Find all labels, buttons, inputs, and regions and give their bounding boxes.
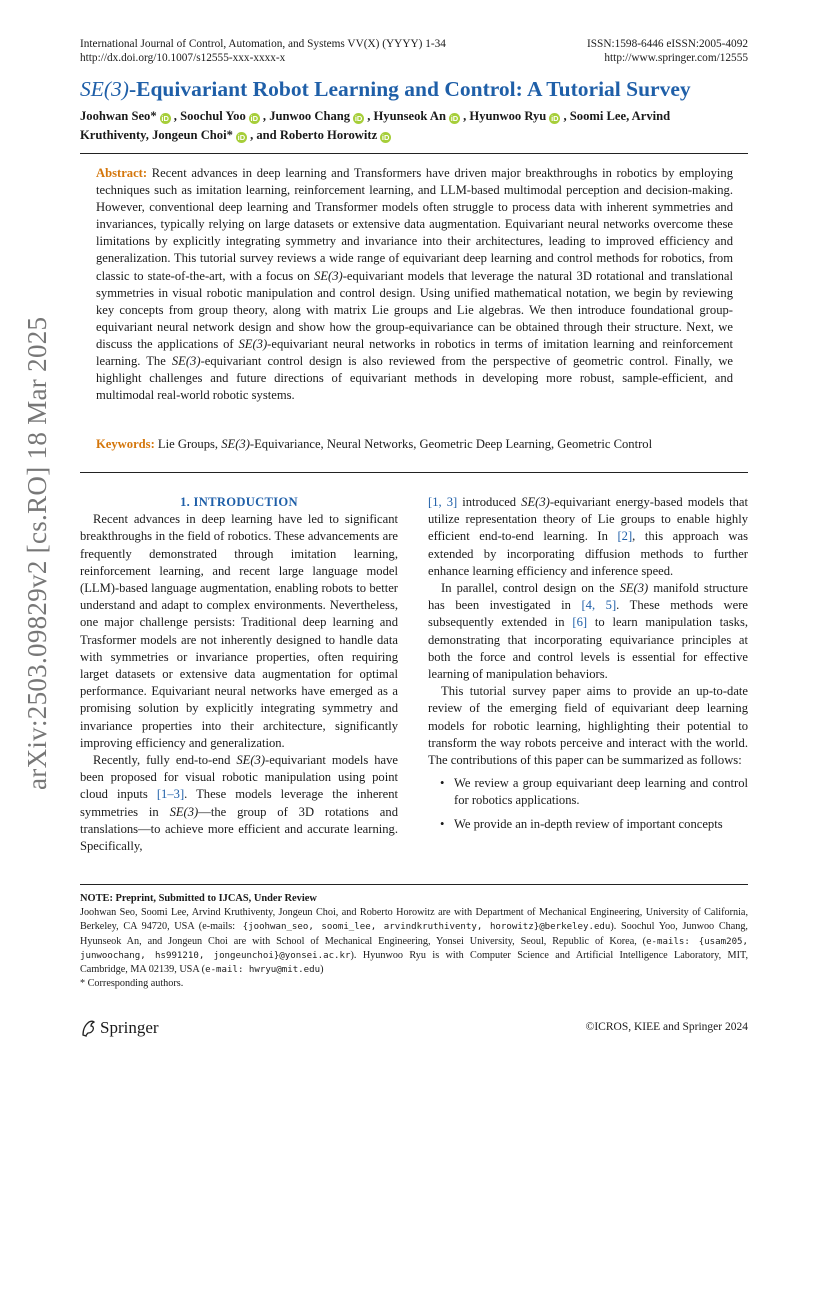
- keywords-label: Keywords:: [96, 437, 155, 451]
- abstract-label: Abstract:: [96, 166, 148, 180]
- publisher-name: Springer: [100, 1018, 159, 1037]
- email-list[interactable]: e-mails: {usam205, junwoochang, hs991210, jongeunchoi}@yonsei.ac.kr: [80, 936, 748, 961]
- paragraph: Recently, fully end-to-end SE(3)-equivariant models have been proposed for visual robotic manipulation using point cloud inputs [1–3]. These models leverage the inherent symmetries in SE(3)—the group of 3D rotations and translations—to achieve more efficient and accurate learning. Specifically,: [80, 753, 398, 854]
- author-name: Kruthiventy, Jongeun Choi*: [80, 128, 233, 142]
- email-list[interactable]: e-mail: hwryu@mit.edu: [205, 965, 321, 976]
- springer-horse-icon: [80, 1019, 96, 1037]
- paragraph: Recent advances in deep learning have led to significant breakthroughs in the field of robotics. These advancements are frequently demonstrated through imitation learning, reinforcement learning, and recent large language model (LLM)-based language augmentation, enabling robots to better understand and adapt to complex environments. Nevertheless, one major challenge persists: Traditional deep learning and Trasformer models are not inherently designed to handle data with symmetries or invariance properties, often requiring larget datasets or extensive data augmentation for optimal performance. Equivariant neural networks have emerged as a promising solution by explicitly integrating symmetry and invariance properties into their architecture, significantly improving efficiency and generalization.: [80, 512, 398, 750]
- paper-title: [80, 76, 760, 102]
- citation-link[interactable]: [1–3]: [156, 787, 185, 802]
- title-text: -Equivariant Robot Learning and Control: A Tutorial Survey: [128, 77, 691, 101]
- paragraph: In parallel, control design on the SE(3) manifold structure has been investigated in [4, 5]. These methods were subsequently extended in [6] to learn manipulation tasks, demonstrating that incorporating equivariance principles at both the force and control levels is essential for effective learning of manipulation behaviors.: [428, 581, 748, 682]
- issn-text: ISSN:1598-6446 eISSN:2005-4092: [587, 38, 748, 50]
- springer-logo: [80, 1018, 159, 1038]
- footnote-title: NOTE: Preprint, Submitted to IJCAS, Under Review: [80, 893, 317, 904]
- issn-header: [587, 37, 748, 65]
- author-name: , Soochul Yoo: [173, 109, 246, 123]
- orcid-icon[interactable]: iD: [250, 114, 259, 123]
- abstract-divider: [80, 472, 748, 473]
- abstract-text: Recent advances in deep learning and Transformers have driven major breakthroughs in robotics by employing techniques such as imitation learning, reinforcement learning, and LLM-based multimodal perception and decision-making. However, conventional deep learning and Transformer models often struggle to process data with inherent symmetries and invariances, typically relying on large datasets or extensive data augmentation. Equivariant neural networks overcome these limitations by explicitly integrating symmetry and invariance into their architectures, leading to improved efficiency and generalization. This tutorial survey reviews a wide range of equivariant deep learning and control methods for robotics, from classic to state-of-the-art, with a focus on: [96, 166, 733, 283]
- orcid-icon[interactable]: iD: [354, 114, 363, 123]
- footnote: [80, 892, 748, 991]
- keywords-text: -Equivariance, Neural Networks, Geometric Deep Learning, Geometric Control: [249, 437, 653, 451]
- keywords-math: SE(3): [221, 437, 250, 451]
- copyright: ©ICROS, KIEE and Springer 2024: [585, 1021, 748, 1033]
- springer-url-link[interactable]: http://www.springer.com/12555: [604, 52, 748, 64]
- arxiv-stamp: arXiv:2503.09829v2 [cs.RO] 18 Mar 2025: [22, 316, 52, 790]
- title-divider: [80, 153, 748, 154]
- citation-link[interactable]: [4, 5]: [581, 598, 617, 613]
- keywords: [96, 436, 736, 453]
- affiliations: Joohwan Seo, Soomi Lee, Arvind Kruthiventy, Jongeun Choi, and Roberto Horowitz are with Department of Mechanical Engineering, University of California, Berkeley, CA 94720, USA (e-mails: {joohwan_seo, soomi_lee, arvindkruthiventy, horowitz}@berkeley.edu). Soochul Yoo, Junwoo Chang, Hyunseok An, and Jongeun Choi are with School of Mechanical Engineering, Yonsei University, Seoul, Republic of Korea, (e-mails: {usam205, junwoochang, hs991210, jongeunchoi}@yonsei.ac.kr). Hyunwoo Ryu is with Computer Science and Artificial Intelligence Laboratory, MIT, Cambridge, MA 02139, USA (e-mail: hwryu@mit.edu): [80, 907, 749, 976]
- email-list[interactable]: {joohwan_seo, soomi_lee, arvindkruthiventy, horowitz}@berkeley.edu: [235, 922, 611, 933]
- abstract: [96, 165, 733, 404]
- author-name: , Junwoo Chang: [262, 109, 351, 123]
- journal-header: [80, 37, 446, 65]
- right-column: [428, 494, 748, 839]
- abstract-text: -equivariant control design is also reviewed from the perspective of geometric control. Finally, we highlight challenges and future directions of equivariant methods in developing more robust, sample-efficient, and multimodal real-world robotic systems.: [96, 354, 734, 403]
- orcid-icon[interactable]: iD: [161, 114, 169, 123]
- corresponding-note: * Corresponding authors.: [80, 978, 184, 990]
- abstract-math: SE(3): [314, 268, 343, 283]
- abstract-math: SE(3): [238, 336, 268, 351]
- journal-citation: International Journal of Control, Automation, and Systems VV(X) (YYYY) 1-34: [80, 38, 446, 50]
- footnote-divider: [80, 884, 748, 885]
- author-name: Joohwan Seo*: [80, 109, 157, 123]
- orcid-icon[interactable]: iD: [551, 114, 559, 123]
- orcid-icon[interactable]: iD: [381, 133, 390, 142]
- citation-link[interactable]: [2]: [617, 529, 633, 544]
- keywords-text: Lie Groups,: [154, 437, 222, 451]
- citation-link[interactable]: [1, 3]: [428, 495, 458, 509]
- abstract-math: SE(3): [171, 354, 201, 369]
- paragraph-continued: [1, 3] introduced SE(3)-equivariant energy-based models that utilize representation theory of Lie groups to enable highly efficient end-to-end learning. In [2], this approach was extended by incorporating diffusion methods to further enhance learning efficiency and inference speed.: [428, 495, 749, 578]
- abstract-text: -equivariant models that leverage the natural 3D rotational and translational symmetries in visual robotic manipulation and control design. Using unified mathematical notation, we begin by reviewing key concepts from group theory, along with matrix Lie groups and Lie algebras. We then introduce foundational group-equivariant neural network design and show how the group-equivariance can be obtained through their structure. Next, we discuss the applications of: [96, 268, 733, 351]
- author-name: , and Roberto Horowitz: [250, 128, 378, 142]
- doi-link[interactable]: http://dx.doi.org/10.1007/s12555-xxx-xxxx-x: [80, 52, 286, 64]
- citation-link[interactable]: [6]: [572, 615, 588, 630]
- list-item: • We provide an in-depth review of important concepts: [428, 816, 748, 833]
- abstract-text: -equivariant neural networks in robotics in terms of imitation learning and reinforcement learning. The: [96, 336, 733, 369]
- orcid-icon[interactable]: iD: [237, 133, 246, 142]
- title-math: SE(3): [80, 77, 129, 101]
- arxiv-stamp-container: [20, 316, 60, 1290]
- paragraph: This tutorial survey paper aims to provide an up-to-date review of the emerging field of equivariant deep learning models for robotic learning, highlighting their potential to transform the way robots perceive and interact with the world. The contributions of this paper can be summarized as follows:: [428, 684, 748, 768]
- orcid-icon[interactable]: iD: [450, 114, 459, 123]
- list-item: • We review a group equivariant deep learning and control for robotics applications.: [428, 775, 748, 809]
- section-heading: 1. INTRODUCTION: [180, 495, 298, 509]
- author-name: , Hyunwoo Ryu: [463, 109, 547, 123]
- author-name: , Soomi Lee, Arvind: [563, 109, 671, 123]
- contribution-list: [428, 775, 748, 833]
- left-column: [80, 494, 398, 855]
- author-name: , Hyunseok An: [367, 109, 446, 123]
- author-list: [80, 107, 752, 145]
